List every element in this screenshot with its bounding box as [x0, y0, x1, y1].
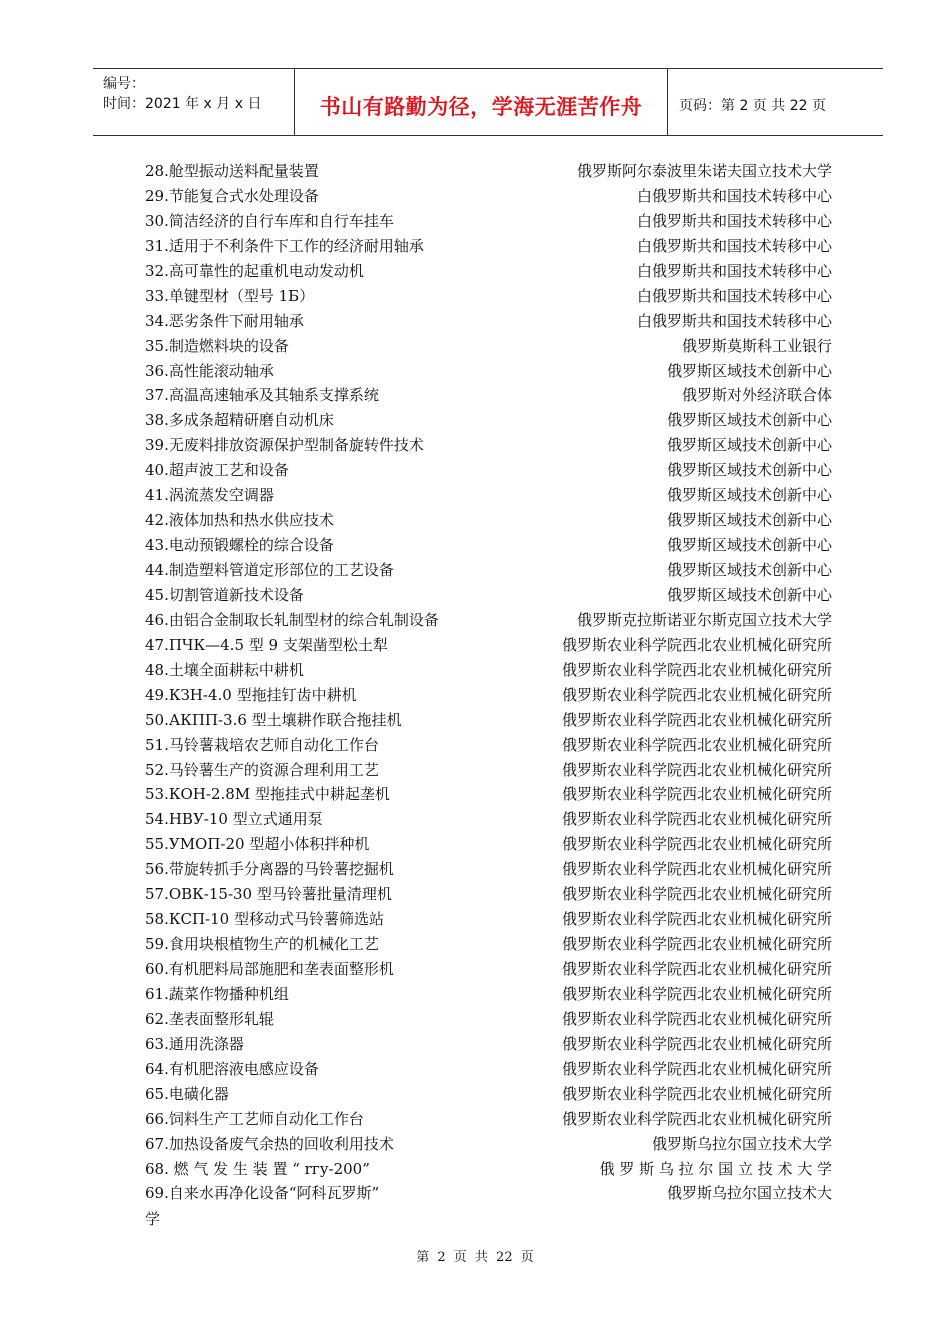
technology-name: 58.КСП-10 型移动式马铃薯筛选站: [145, 910, 384, 929]
technology-name: 65.电磺化器: [145, 1084, 229, 1103]
organization-name: 俄罗斯农业科学院西北农业机械化研究所: [561, 935, 832, 954]
organization-name: 俄罗斯乌拉尔国立技术大学: [651, 1134, 832, 1153]
document-number-label: 编号：: [103, 76, 145, 92]
list-item: [145, 983, 835, 1008]
technology-name: 54.НВУ-10 型立式通用泵: [145, 810, 323, 829]
list-item: [145, 1033, 835, 1058]
technology-name: 49.КЗН-4.0 型拖挂钉齿中耕机: [145, 685, 357, 704]
technology-name: 36.高性能滚动轴承: [145, 361, 274, 380]
organization-name: 俄罗斯农业科学院西北农业机械化研究所: [561, 660, 832, 679]
list-item: [145, 409, 835, 434]
organization-name: 俄罗斯区域技术创新中心: [666, 361, 832, 380]
organization-name: 俄罗斯农业科学院西北农业机械化研究所: [561, 1109, 832, 1128]
list-item: [145, 160, 835, 185]
technology-name: 52.马铃薯生产的资源合理利用工艺: [145, 760, 379, 779]
organization-name: 俄罗斯对外经济联合体: [681, 386, 832, 405]
technology-name: 69.自来水再净化设备“阿科瓦罗斯”: [145, 1184, 380, 1203]
page-footer: 第 2 页 共 22 页: [416, 1250, 534, 1265]
technology-name: 66.饲料生产工艺师自动化工作台: [145, 1109, 364, 1128]
technology-name: 53.КОН-2.8М 型拖挂式中耕起垄机: [145, 785, 390, 804]
list-item: [145, 709, 835, 734]
technology-name: 29.节能复合式水处理设备: [145, 186, 319, 205]
organization-name: 俄罗斯农业科学院西北农业机械化研究所: [561, 635, 832, 654]
list-item: [145, 1058, 835, 1083]
header-motto: 书山有路勤为径，学海无涯苦作舟: [319, 95, 643, 119]
organization-name: 白俄罗斯共和国技术转移中心: [636, 261, 832, 280]
organization-name: 俄罗斯农业科学院西北农业机械化研究所: [561, 810, 832, 829]
list-item: [145, 908, 835, 933]
organization-name: 俄罗斯克拉斯诺亚尔斯克国立技术大学: [576, 610, 832, 629]
organization-name: 白俄罗斯共和国技术转移中心: [636, 311, 832, 330]
list-item: [145, 459, 835, 484]
organization-name: 俄罗斯农业科学院西北农业机械化研究所: [561, 835, 832, 854]
organization-name: 俄罗斯莫斯科工业银行: [681, 336, 832, 355]
technology-name: 64.有机肥溶液电感应设备: [145, 1059, 319, 1078]
technology-name: 33.单键型材（型号 1Б）: [145, 286, 315, 305]
technology-name: 50.АКПП-3.6 型土壤耕作联合拖挂机: [145, 710, 402, 729]
organization-name: 俄罗斯农业科学院西北农业机械化研究所: [561, 710, 832, 729]
technology-name: 60.有机肥料局部施肥和垄表面整形机: [145, 960, 394, 978]
technology-name: 62.垄表面整形轧辊: [145, 1009, 274, 1028]
list-item: [145, 634, 835, 659]
list-item: [145, 883, 835, 908]
header-page-code: 页码：第 2 页 共 22 页: [679, 98, 826, 114]
list-item: [145, 584, 835, 609]
list-item: [145, 833, 835, 858]
technology-name: 68. 燃 气 发 生 装 置 “ rгу-200”: [145, 1159, 370, 1178]
organization-name: 白俄罗斯共和国技术转移中心: [636, 211, 832, 230]
list-item: [145, 958, 835, 983]
organization-name: 俄罗斯农业科学院西北农业机械化研究所: [561, 735, 832, 754]
list-item: [145, 1133, 835, 1158]
organization-name: 俄罗斯农业科学院西北农业机械化研究所: [561, 1009, 832, 1028]
organization-name: 俄罗斯农业科学院西北农业机械化研究所: [561, 785, 832, 804]
organization-name: 俄罗斯农业科学院西北农业机械化研究所: [561, 760, 832, 779]
organization-name: 俄罗斯农业科学院西北农业机械化研究所: [561, 1084, 832, 1103]
list-item: [145, 1083, 835, 1108]
organization-name: 俄罗斯区域技术创新中心: [666, 536, 832, 555]
list-item: [145, 933, 835, 958]
technology-name: 41.涡流蒸发空调器: [145, 486, 274, 505]
organization-name: 俄罗斯农业科学院西北农业机械化研究所: [561, 910, 832, 929]
list-item: [145, 484, 835, 509]
list-item: [145, 734, 835, 759]
organization-name: 俄罗斯区域技术创新中心: [666, 461, 832, 480]
organization-name: 俄罗斯区域技术创新中心: [666, 561, 832, 579]
technology-name: 67.加热设备废气余热的回收利用技术: [145, 1134, 394, 1153]
organization-name: 俄罗斯区域技术创新中心: [666, 436, 832, 455]
list-item: [145, 384, 835, 409]
organization-name: 俄罗斯农业科学院西北农业机械化研究所: [561, 685, 832, 704]
technology-name: 39.无废料排放资源保护型制备旋转件技术: [145, 436, 424, 455]
organization-name: 白俄罗斯共和国技术转移中心: [636, 236, 832, 255]
technology-name: 28.舱型振动送料配量装置: [145, 162, 319, 180]
list-item: [145, 559, 835, 584]
technology-name: 57.ОВК-15-30 型马铃薯批量清理机: [145, 885, 392, 904]
list-item: [145, 509, 835, 534]
organization-name: 白俄罗斯共和国技术转移中心: [636, 286, 832, 305]
organization-name: 俄罗斯农业科学院西北农业机械化研究所: [561, 1034, 832, 1053]
header-page-cell: [667, 69, 883, 135]
technology-name: 42.液体加热和热水供应技术: [145, 511, 334, 530]
organization-name: 俄罗斯乌拉尔国立技术大: [666, 1184, 832, 1203]
list-item: [145, 335, 835, 360]
technology-name: 63.通用洗涤器: [145, 1034, 244, 1053]
technology-name: 47.ПЧК—4.5 型 9 支架凿型松土犁: [145, 635, 388, 654]
list-item: [145, 1158, 835, 1183]
technology-name: 31.适用于不利条件下工作的经济耐用轴承: [145, 236, 424, 255]
list-item: [145, 185, 835, 210]
organization-name: 俄罗斯区域技术创新中心: [666, 486, 832, 505]
technology-name: 32.高可靠性的起重机电动发动机: [145, 261, 364, 280]
organization-name: 俄罗斯农业科学院西北农业机械化研究所: [561, 960, 832, 978]
technology-name: 46.由铝合金制取长轧制型材的综合轧制设备: [145, 610, 439, 629]
header-meta: [93, 69, 293, 135]
technology-name: 48.土壤全面耕耘中耕机: [145, 660, 304, 679]
technology-name: 51.马铃薯栽培农艺师自动化工作台: [145, 735, 379, 754]
list-item: [145, 609, 835, 634]
list-item: [145, 260, 835, 285]
list-item: [145, 808, 835, 833]
page-header: [93, 68, 883, 136]
list-item: [145, 534, 835, 559]
organization-name: 俄罗斯农业科学院西北农业机械化研究所: [561, 885, 832, 904]
technology-name: 56.带旋转抓手分离器的马铃薯挖掘机: [145, 860, 394, 879]
document-time-label: 时间：2021 年 x 月 x 日: [103, 96, 262, 112]
list-item: [145, 1008, 835, 1033]
list-item: [145, 783, 835, 808]
list-item: [145, 1108, 835, 1133]
technology-name: 55.УМОП-20 型超小体积拌种机: [145, 835, 370, 854]
technology-name: 34.恶劣条件下耐用轴承: [145, 311, 304, 330]
technology-name: 37.高温高速轴承及其轴系支撑系统: [145, 386, 379, 405]
list-item: [145, 659, 835, 684]
list-item: [145, 684, 835, 709]
technology-name: 61.蔬菜作物播种机组: [145, 984, 289, 1003]
list-item: [145, 759, 835, 784]
organization-name: 俄罗斯区域技术创新中心: [666, 511, 832, 530]
header-motto-cell: [294, 69, 668, 135]
organization-name: 俄罗斯阿尔泰波里朱诺夫国立技术大学: [576, 162, 832, 180]
list-item: [145, 285, 835, 310]
list-item: [145, 434, 835, 459]
list-item: [145, 210, 835, 235]
organization-name: 俄 罗 斯 乌 拉 尔 国 立 技 术 大 学: [599, 1159, 832, 1178]
organization-name: 白俄罗斯共和国技术转移中心: [636, 186, 832, 205]
list-item: [145, 310, 835, 335]
technology-name: 35.制造燃料块的设备: [145, 336, 289, 355]
organization-name: 俄罗斯农业科学院西北农业机械化研究所: [561, 984, 832, 1003]
technology-name: 30.简洁经济的自行车库和自行车挂车: [145, 211, 394, 230]
list-item: [145, 858, 835, 883]
list-item: [145, 360, 835, 385]
technology-name: 59.食用块根植物生产的机械化工艺: [145, 935, 379, 954]
technology-name: 40.超声波工艺和设备: [145, 461, 289, 480]
wrapped-text-continuation: 学: [145, 1210, 161, 1228]
technology-name: 44.制造塑料管道定形部位的工艺设备: [145, 561, 394, 579]
technology-list: [145, 160, 835, 1207]
list-item: [145, 1182, 835, 1207]
list-item: [145, 235, 835, 260]
organization-name: 俄罗斯农业科学院西北农业机械化研究所: [561, 860, 832, 879]
technology-name: 45.切割管道新技术设备: [145, 585, 304, 604]
technology-name: 38.多成条超精研磨自动机床: [145, 411, 334, 430]
organization-name: 俄罗斯农业科学院西北农业机械化研究所: [561, 1059, 832, 1078]
organization-name: 俄罗斯区域技术创新中心: [666, 411, 832, 430]
technology-name: 43.电动预锻螺栓的综合设备: [145, 536, 334, 555]
organization-name: 俄罗斯区域技术创新中心: [666, 585, 832, 604]
